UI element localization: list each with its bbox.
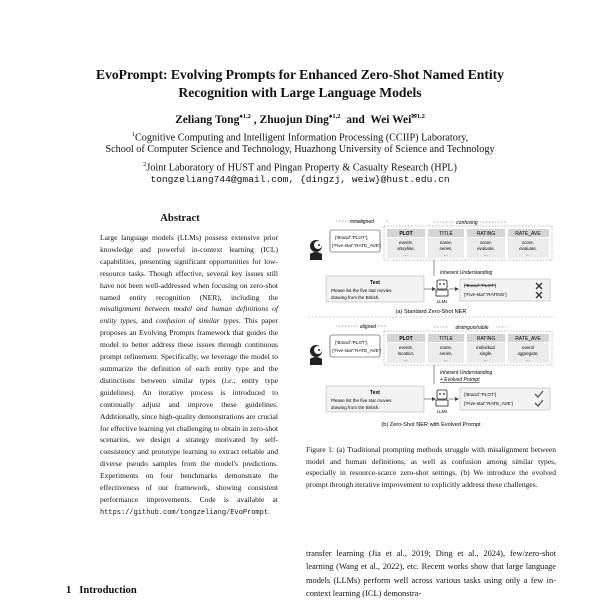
table-cell-text: evaluate,: [519, 246, 537, 251]
prompt-bubble: [330, 230, 380, 252]
arrow-head-icon: [455, 397, 459, 401]
bubble-line: {'Brand':'PLOT'},: [335, 235, 369, 240]
author-name: Wei Wei: [370, 113, 412, 126]
table-cell-text: aggregate,: [517, 351, 539, 356]
figure-caption: Figure 1: (a) Traditional prompting methods struggle with misalignment between model and human definitions, as well as confusion among similar types, especially in resource-scarce zero-shot settings. (b) We introduce the evolved prompt through iterative improvement to explicitly address these challenges.: [306, 445, 556, 490]
table-header: RATING: [476, 336, 496, 342]
paper-title-line-2: Recognition with Large Language Models: [178, 85, 422, 100]
affiliation-line: [30, 143, 570, 156]
paper-title: [40, 66, 560, 102]
output-line: {'Brand':'PLOT'}: [464, 392, 497, 397]
table-cell-text: ...: [526, 252, 530, 257]
author-affiliation-mark: ♠1,2: [239, 113, 251, 120]
abstract-text: . This paper proposes an Evolving Prompts framework that guides the model to better address these issues through continuous prompt refinement. Specifically, we leverage the model to summarize the definition of each entity type and the distinctions between similar types (: [100, 316, 279, 385]
arrow-head-icon: [455, 287, 459, 291]
paper-title-line-1: EvoPrompt: Evolving Prompts for Enhanced Zero-Shot Named Entity: [96, 67, 504, 82]
confusing-label: confusing: [456, 220, 478, 226]
evolved-prompt-label: + Evolved Prompt: [440, 377, 480, 383]
table-header: PLOT: [399, 231, 413, 237]
table-header: TITLE: [439, 231, 453, 237]
output-line: {'Five-star':'RATE_AVE'}: [464, 401, 514, 406]
table-cell-text: series,: [439, 246, 453, 251]
llm-robot-icon: [436, 280, 448, 296]
arrow-head-icon: [432, 287, 436, 291]
affiliation-line: [30, 128, 570, 144]
arrow-head-icon: [432, 397, 436, 401]
affiliation-text: School of Computer Science and Technology, Huazhong University of Science and Technology: [105, 144, 495, 155]
output-line: {'Brand':'PLOT'}: [464, 283, 497, 288]
table-cell-text: ...: [404, 252, 408, 257]
intro-body-right: transfer learning (Jia et al., 2019; Ding et al., 2024), few/zero-shot learning (Wang et al., 2022), etc. Recent works show that large language models (LLMs) perform well across various tasks using only a few in-context learning (ICL) demonstra-: [306, 549, 556, 599]
llm-robot-icon: [436, 390, 448, 406]
affiliation-text: Cognitive Computing and Intelligent Information Processing (CCIIP) Laboratory,: [135, 132, 469, 144]
misaligned-label: misaligned: [350, 219, 374, 225]
section-number: 1: [66, 585, 72, 596]
prompt-bubble: [330, 335, 380, 357]
affiliation-text: Joint Laboratory of HUST and Pingan Property & Casualty Research (HPL): [146, 162, 457, 174]
table-header: TITLE: [439, 336, 453, 342]
table-cell-text: ...: [526, 357, 530, 362]
abstract-body: [100, 232, 278, 520]
table-cell-text: score,: [480, 240, 492, 245]
bubble-line: {'Five-star':'RATE_AVE'}: [332, 348, 382, 353]
table-cell-text: individual,: [476, 345, 496, 350]
aligned-label: aligned: [359, 324, 377, 330]
inherent-label: Inherent Understanding: [440, 370, 493, 376]
section-title: Introduction: [79, 585, 137, 596]
table-cell-text: single,: [479, 351, 493, 356]
text-box-line: drawing from the British.: [331, 405, 380, 410]
table-cell-text: ...: [404, 357, 408, 362]
panel-b: [310, 324, 552, 428]
author-list: [40, 112, 560, 126]
table-cell-text: events,: [398, 345, 414, 350]
abstract-emphasis: i.e.: [224, 375, 234, 385]
section-heading: [66, 585, 137, 596]
affiliation-mark: 1: [131, 131, 136, 138]
table-cell-text: overal: [522, 345, 534, 350]
table-cell-text: events,: [398, 240, 414, 245]
human-icon: [310, 240, 322, 260]
abstract-text: , and: [135, 316, 156, 326]
author-name: Zeliang Tong: [175, 113, 240, 126]
distinguishable-label: distinguishable: [455, 325, 489, 331]
code-link[interactable]: https://github.com/tongzeliang/EvoPrompt: [100, 508, 269, 517]
inherent-label: Inherent Understanding: [440, 270, 493, 276]
table-cell-text: storyline,: [397, 246, 415, 251]
affiliation-mark: 2: [143, 161, 147, 168]
table-header: RATING: [476, 231, 496, 237]
table-header: RATE_AVE: [515, 336, 541, 342]
author-name: Zhuojun Ding: [259, 113, 329, 126]
text-box-title: Text: [370, 390, 380, 396]
panel-a-caption: (a) Standard Zero-Shot NER: [395, 309, 467, 315]
text-box-line: drawing from the British.: [331, 295, 380, 300]
table-cell-text: ...: [444, 252, 448, 257]
human-icon: [310, 345, 322, 365]
table-cell-text: ...: [444, 357, 448, 362]
table-cell-text: ...: [484, 357, 488, 362]
abstract-emphasis: confusion of similar types: [155, 316, 239, 326]
table-cell-text: ...: [484, 252, 488, 257]
author-emails: tongzeliang744@gmail.com, {dingzj, weiw}@hust.edu.cn: [150, 174, 450, 185]
table-cell-text: location,: [397, 351, 415, 356]
table-header: PLOT: [399, 336, 413, 342]
text-box-title: Text: [370, 280, 380, 286]
author-separator: and: [340, 113, 371, 126]
output-line: {'Five-star':'RATING'}: [464, 292, 507, 297]
llm-label: LLMs: [436, 409, 448, 414]
abstract-text: .: [268, 506, 270, 516]
abstract-emphasis: misalignment between model and human definitions of entity types: [100, 304, 278, 326]
text-box-line: Please list the five star movies: [331, 398, 392, 403]
abstract-text: , entity type guidelines). An iterative process is introduced to continually adjust and improve these guidelines. Additionally, since high-quality demonstrations are crucial for effective learning yet challenging to obtain in zero-shot scenarios, we design a strategy motivated by self-consistency and prototype learning to extract reliable and diverse pseudo samples from the model's predictions. Experiments on four benchmarks demonstrate the effectiveness of our framework, showing consistent performance improvements. Code is available at: [100, 375, 278, 504]
table-cell-text: score,: [522, 240, 534, 245]
text-box-line: Please list the five star movies: [331, 288, 392, 293]
bubble-line: {'Brand':'PLOT'},: [335, 340, 369, 345]
table-cell-text: name,: [439, 345, 453, 350]
bubble-line: {'Five-star':'RATE_AVE'}: [332, 243, 382, 248]
affiliation-line: [30, 158, 570, 174]
author-affiliation-mark: ♠1,2: [328, 113, 341, 120]
table-cell-text: series,: [439, 351, 453, 356]
table-cell-text: evaluate,: [477, 246, 495, 251]
panel-b-caption: (b) Zero-Shot NER with Evolved Prompt: [381, 422, 481, 428]
author-separator: ,: [250, 113, 260, 126]
llm-label: LLMs: [436, 299, 448, 304]
author-affiliation-mark: ✉1,2: [411, 113, 425, 120]
table-header: RATE_AVE: [515, 231, 541, 237]
table-cell-text: name,: [439, 240, 453, 245]
abstract-text: Large language models (LLMs) possess extensive prior knowledge and powerful in-context learning (ICL) capabilities, presenting significant opportunities for low-resource tasks. Though effective, several key issues still have not been well-addressed when focusing on zero-shot named entity recognition (NER), including the: [100, 233, 278, 302]
abstract-heading: Abstract: [160, 213, 200, 224]
panel-a: [310, 219, 552, 315]
